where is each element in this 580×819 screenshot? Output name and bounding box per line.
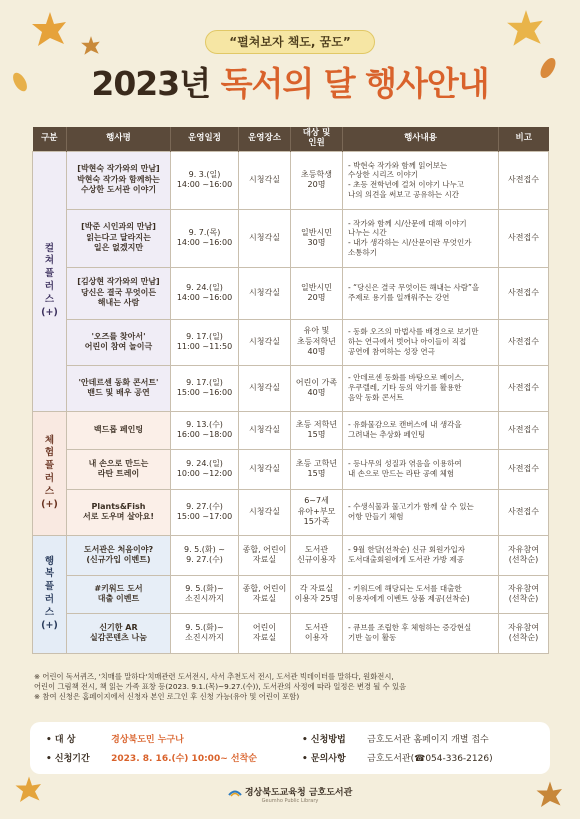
schedule-cell: 9. 17.(일) 11:00 ~11:50 bbox=[171, 319, 239, 365]
schedule-cell: 9. 7.(목) 14:00 ~16:00 bbox=[171, 209, 239, 267]
table-header-row bbox=[33, 127, 549, 151]
target-cell: 6~7세 유아+부모 15가족 bbox=[291, 489, 343, 535]
schedule-cell: 9. 27.(수) 15:00 ~17:00 bbox=[171, 489, 239, 535]
content-cell: - 작가와 함께 시/산문에 대해 이야기 나누는 시간 - 내가 생각하는 시/산문이란 무엇인가 소통하기 bbox=[343, 209, 499, 267]
note-line: ※ 어린이 독서퀴즈, '치매를 말하다'치매관련 도서전시, 사서 추천도서 전시, 도서관 빅데이터를 말하다, 원화전시, 어린이 그림책 전시, 책 읽는 가족 표창 등(2023. 9.1.(목)~9.27.(수)), 도서관의 사정에 따라 일정은 변경 될 수 있음 bbox=[34, 672, 407, 692]
note-cell: 자유참여 (선착순) bbox=[499, 535, 549, 575]
place-cell: 시청각실 bbox=[239, 267, 291, 319]
category-cell: 행 복 플 러 스 (+) bbox=[33, 535, 67, 653]
info-target-label: • 대 상 bbox=[46, 735, 76, 745]
content-cell: - 유화물감으로 캔버스에 내 생각을 그려내는 추상화 페인팅 bbox=[343, 411, 499, 449]
place-cell: 시청각실 bbox=[239, 449, 291, 489]
content-cell: - 9월 한달(선착순) 신규 회원가입자 도서대출회원에게 도서관 가방 제공 bbox=[343, 535, 499, 575]
info-method-value: 금호도서관 홈페이지 개별 접수 bbox=[367, 735, 489, 745]
footer bbox=[0, 785, 580, 804]
target-cell: 일반시민 30명 bbox=[291, 209, 343, 267]
note-cell: 사전접수 bbox=[499, 411, 549, 449]
header-content: 행사내용 bbox=[343, 127, 499, 151]
page-title bbox=[0, 62, 580, 106]
schedule-cell: 9. 13.(수) 16:00 ~18:00 bbox=[171, 411, 239, 449]
info-period-label: • 신청기간 bbox=[46, 754, 90, 764]
target-cell: 도서관 신규이용자 bbox=[291, 535, 343, 575]
header-category: 구분 bbox=[33, 127, 67, 151]
table-row bbox=[33, 449, 549, 489]
footer-org-name: 경상북도교육청 금호도서관 bbox=[244, 788, 353, 798]
note-cell: 사전접수 bbox=[499, 319, 549, 365]
event-name-cell: Plants&Fish 서로 도우며 살아요! bbox=[67, 489, 171, 535]
content-cell: - 동화 오즈의 마법사를 배경으로 보기만 하는 연극에서 벗어나 아이들이 직접 공연에 참여하는 성장 연극 bbox=[343, 319, 499, 365]
footer-org bbox=[0, 785, 580, 798]
info-period bbox=[46, 751, 257, 764]
table-row bbox=[33, 319, 549, 365]
info-method-label: • 신청방법 bbox=[302, 735, 346, 745]
schedule-cell: 9. 3.(일) 14:00 ~16:00 bbox=[171, 151, 239, 209]
info-contact-value: 금호도서관(☎054-336-2126) bbox=[367, 754, 493, 764]
category-cell: 컬 쳐 플 러 스 (+) bbox=[33, 151, 67, 411]
header-event-name: 행사명 bbox=[67, 127, 171, 151]
table-row bbox=[33, 411, 549, 449]
schedule-cell: 9. 5.(화)~ 소진시까지 bbox=[171, 613, 239, 653]
table-row bbox=[33, 209, 549, 267]
subtitle-badge: “펼쳐보자 책도, 꿈도” bbox=[205, 30, 375, 54]
event-table-container bbox=[32, 127, 548, 654]
content-cell: - 수생식물과 물고기가 함께 살 수 있는 어항 만들기 체험 bbox=[343, 489, 499, 535]
event-name-cell: [박준 시인과의 만남] 읽는다고 달라지는 일은 없겠지만 bbox=[67, 209, 171, 267]
notes bbox=[34, 672, 549, 703]
target-cell: 어린이 가족 40명 bbox=[291, 365, 343, 411]
target-cell: 초등 저학년 15명 bbox=[291, 411, 343, 449]
table-row bbox=[33, 535, 549, 575]
event-name-cell: 도서관은 처음이야? (신규가입 이벤트) bbox=[67, 535, 171, 575]
schedule-cell: 9. 24.(일) 10:00 ~12:00 bbox=[171, 449, 239, 489]
event-name-cell: '안데르센 동화 콘서트' 밴드 및 배우 공연 bbox=[67, 365, 171, 411]
table-body bbox=[33, 151, 549, 653]
target-cell: 각 자료실 이용자 25명 bbox=[291, 575, 343, 613]
target-cell: 유아 및 초등저학년 40명 bbox=[291, 319, 343, 365]
place-cell: 종합, 어린이 자료실 bbox=[239, 535, 291, 575]
place-cell: 시청각실 bbox=[239, 209, 291, 267]
header-schedule: 운영일정 bbox=[171, 127, 239, 151]
note-cell: 사전접수 bbox=[499, 489, 549, 535]
event-name-cell: '오즈를 찾아서' 어린이 참여 놀이극 bbox=[67, 319, 171, 365]
event-name-cell: [박현숙 작가와의 만남] 박현숙 작가와 함께하는 수상한 도서관 이야기 bbox=[67, 151, 171, 209]
info-method bbox=[302, 732, 489, 745]
content-cell: - “당신은 결국 무엇이든 해내는 사람”을 주제로 용기를 일깨워주는 강연 bbox=[343, 267, 499, 319]
schedule-cell: 9. 5.(화)~ 소진시까지 bbox=[171, 575, 239, 613]
title-highlight: 독서의 달 행사안내 bbox=[220, 64, 489, 103]
place-cell: 시청각실 bbox=[239, 489, 291, 535]
category-cell: 체 험 플 러 스 (+) bbox=[33, 411, 67, 535]
place-cell: 시청각실 bbox=[239, 319, 291, 365]
note-cell: 자유참여 (선착순) bbox=[499, 575, 549, 613]
table-row bbox=[33, 575, 549, 613]
content-cell: - 안데르센 동화를 바탕으로 베이스, 우쿠렐레, 기타 등의 악기를 활용한 음악 동화 콘서트 bbox=[343, 365, 499, 411]
content-cell: - 박현숙 작가와 함께 읽어보는 수상한 시리즈 이야기 - 초등 전학년에 걸쳐 이야기 나누고 나의 의견을 써보고 공유하는 시간 bbox=[343, 151, 499, 209]
info-contact-label: • 문의사항 bbox=[302, 754, 346, 764]
place-cell: 시청각실 bbox=[239, 151, 291, 209]
event-name-cell: 백드롭 페인팅 bbox=[67, 411, 171, 449]
note-cell: 사전접수 bbox=[499, 151, 549, 209]
place-cell: 시청각실 bbox=[239, 365, 291, 411]
note-line: ※ 참여 신청은 홈페이지에서 신청자 본인 로그인 후 신청 가능(유아 및 어린이 포함) bbox=[34, 692, 300, 702]
info-period-value: 2023. 8. 16.(수) 10:00~ 선착순 bbox=[111, 754, 257, 764]
note-cell: 사전접수 bbox=[499, 365, 549, 411]
application-info-box bbox=[30, 722, 550, 774]
table-row bbox=[33, 489, 549, 535]
schedule-cell: 9. 17.(일) 15:00 ~16:00 bbox=[171, 365, 239, 411]
content-cell: - 등나무의 성질과 엮음을 이용하여 내 손으로 만드는 라탄 공예 체험 bbox=[343, 449, 499, 489]
table-row bbox=[33, 365, 549, 411]
event-table bbox=[32, 127, 549, 654]
header-note: 비고 bbox=[499, 127, 549, 151]
note-cell: 사전접수 bbox=[499, 449, 549, 489]
content-cell: - 키워드에 해당되는 도서를 대출한 이용자에게 이벤트 상품 제공(선착순) bbox=[343, 575, 499, 613]
title-year: 2023년 bbox=[91, 64, 211, 103]
education-office-logo-icon bbox=[228, 788, 242, 797]
table-row bbox=[33, 613, 549, 653]
event-name-cell: 신기한 AR 실감콘텐츠 나눔 bbox=[67, 613, 171, 653]
table-row bbox=[33, 151, 549, 209]
info-contact bbox=[302, 751, 493, 764]
schedule-cell: 9. 5.(화) ~ 9. 27.(수) bbox=[171, 535, 239, 575]
event-name-cell: #키워드 도서 대출 이벤트 bbox=[67, 575, 171, 613]
info-target-value: 경상북도민 누구나 bbox=[111, 735, 184, 745]
target-cell: 초등학생 20명 bbox=[291, 151, 343, 209]
content-cell: - 큐브를 조립한 후 체험하는 증강현실 기반 놀이 활동 bbox=[343, 613, 499, 653]
event-name-cell: 내 손으로 만드는 라탄 트레이 bbox=[67, 449, 171, 489]
note-cell: 사전접수 bbox=[499, 209, 549, 267]
place-cell: 시청각실 bbox=[239, 411, 291, 449]
place-cell: 어린이 자료실 bbox=[239, 613, 291, 653]
table-row bbox=[33, 267, 549, 319]
target-cell: 초등 고학년 15명 bbox=[291, 449, 343, 489]
header-target: 대상 및 인원 bbox=[291, 127, 343, 151]
footer-english-name: Geumho Public Library bbox=[261, 798, 319, 804]
note-cell: 사전접수 bbox=[499, 267, 549, 319]
schedule-cell: 9. 24.(일) 14:00 ~16:00 bbox=[171, 267, 239, 319]
info-target bbox=[46, 732, 184, 745]
note-cell: 자유참여 (선착순) bbox=[499, 613, 549, 653]
header-place: 운영장소 bbox=[239, 127, 291, 151]
place-cell: 종합, 어린이 자료실 bbox=[239, 575, 291, 613]
target-cell: 일반시민 20명 bbox=[291, 267, 343, 319]
target-cell: 도서관 이용자 bbox=[291, 613, 343, 653]
event-name-cell: [김상현 작가와의 만남] 당신은 결국 무엇이든 해내는 사람 bbox=[67, 267, 171, 319]
